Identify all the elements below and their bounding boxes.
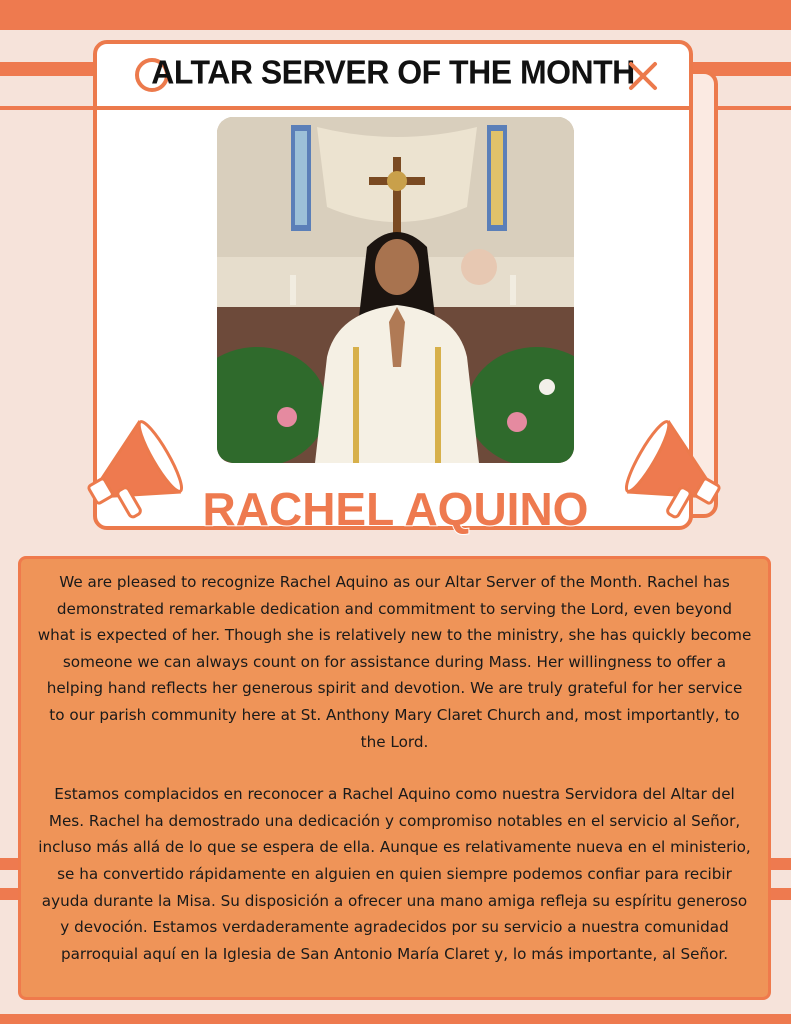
page-title: ALTAR SERVER OF THE MONTH	[151, 53, 635, 91]
bio-spanish: Estamos complacidos en reconocer a Rachel Aquino como nuestra Servidora del Altar del Mes. Rachel ha demostrado una dedicación y compromiso notables en el servicio al Señor, incluso más allá de lo que se espera de ella. Aunque es relativamente nueva en el ministerio, se ha convertido rápidamente en alguien en quien siempre podemos confiar para recibir ayuda durante la Misa. Su disposición a ofrecer una mano amiga refleja su espíritu generoso y devoción. Estamos verdaderamente agradecidos por su servicio a nuestra comunidad parroquial aquí en la Iglesia de San Antonio María Claret y, lo más importante, al Señor.	[38, 785, 751, 963]
stripe-top	[0, 0, 791, 30]
bio-english: We are pleased to recognize Rachel Aquino as our Altar Server of the Month. Rachel has demonstrated remarkable dedication and commitment to serving the Lord, even beyond what is expected of her. Though she is relatively new to the ministry, she has quickly become someone we can always count on for assistance during Mass. Her willingness to offer a helping hand reflects her generous spirit and devotion. We are truly grateful for her service to our parish community here at St. Anthony Mary Claret Church and, most importantly, to the Lord.	[37, 573, 752, 751]
honoree-photo	[217, 117, 574, 463]
stripe-bottom	[0, 1014, 791, 1024]
honoree-name: RACHEL AQUINO	[202, 483, 589, 535]
close-icon	[625, 58, 661, 94]
bio-panel	[18, 556, 771, 1000]
window-title-bar	[97, 44, 689, 110]
